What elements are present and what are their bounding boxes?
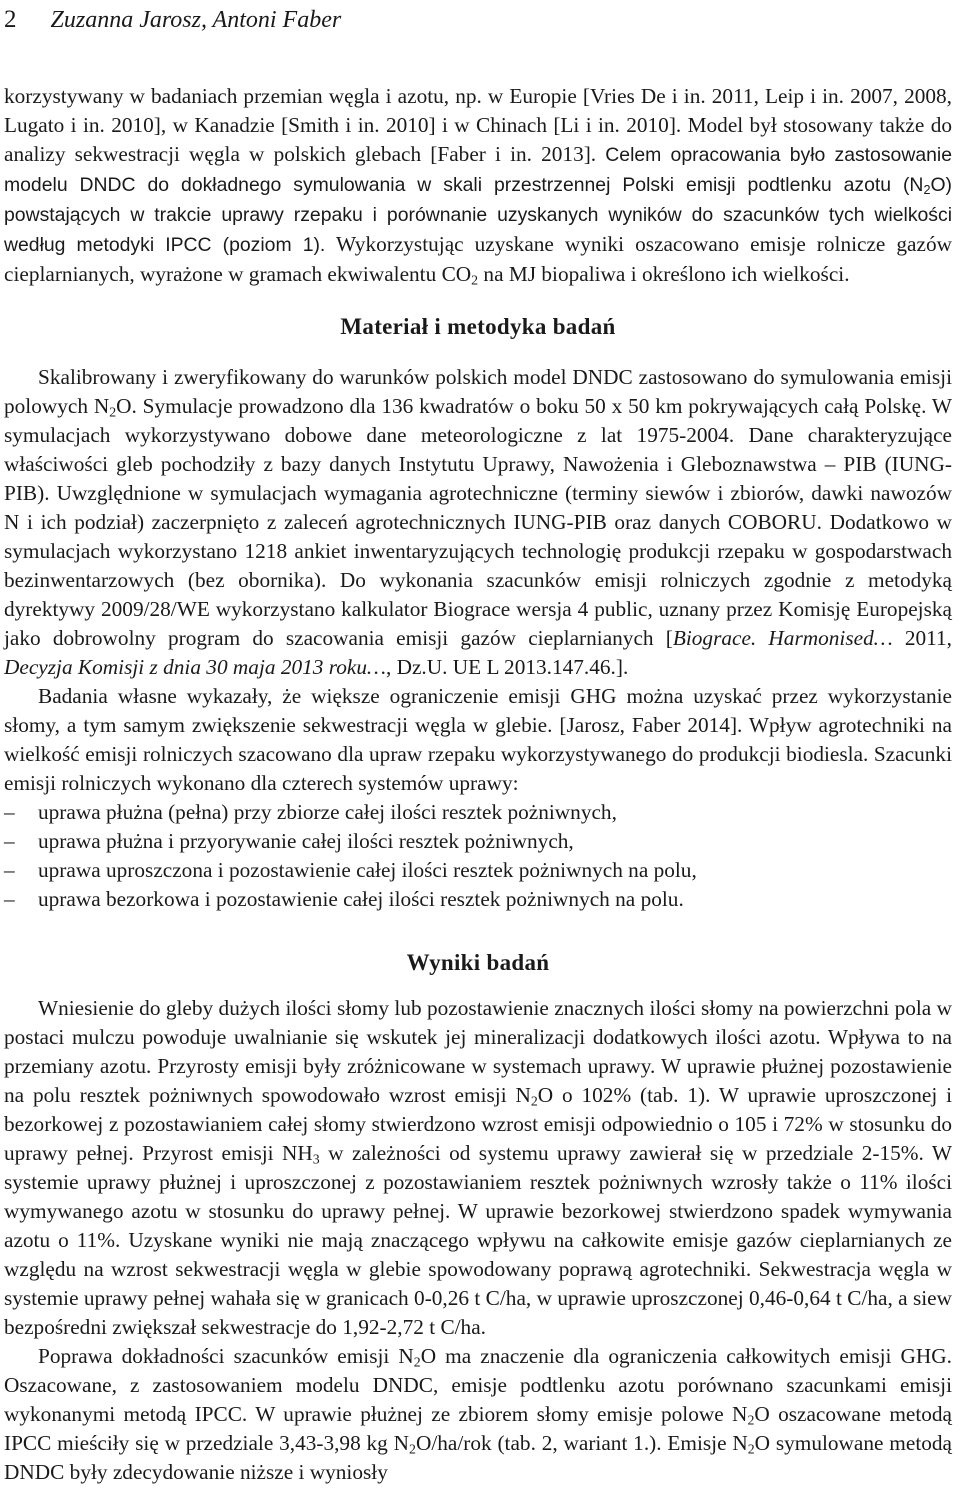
running-authors: Zuzanna Jarosz, Antoni Faber bbox=[50, 6, 342, 33]
text-run: , Dz.U. UE L 2013.147.46.]. bbox=[385, 655, 629, 679]
aim-text-a: Celem opracowania było zastosowanie modelu DNDC do dokładnego symulowania w skali przestrzennej Polski emisji podtlenku azotu (N bbox=[4, 144, 952, 196]
methods-paragraph-1 bbox=[4, 363, 952, 682]
section-title-results: Wyniki badań bbox=[406, 950, 550, 975]
section-title-methods: Materiał i metodyka badań bbox=[340, 314, 616, 339]
citation-italic: Biograce. Harmonised… bbox=[672, 626, 893, 650]
citation-italic: Decyzja Komisji z dnia 30 maja 2013 roku… bbox=[4, 655, 386, 679]
list-item: – uprawa płużna (pełna) przy zbiorze całej ilości resztek pożniwnych, bbox=[4, 798, 952, 827]
subscript: 3 bbox=[312, 1151, 320, 1167]
text-run: w zależności od systemu uprawy zawierał się w przedziale 2-15%. W systemie uprawy płużnej i uproszczonej z pozostawianiem resztek pożniwnych wzrosły także o 11% ilości wymywanego azotu w stosunku do uprawy pełnej. W uprawie bezorkowej stwierdzono spadek wymywania azotu o 11%. Uzyskane wyniki nie mają znaczącego wpływu na całkowite emisje gazów cieplarnianych ze względu na wzrost sekwestracji węgla w glebie spowodowany poprawą agrotechniki. Sekwestracja węgla w systemie uprawy pełnej wahała się w granicach 0-0,26 t C/ha, w uprawie uproszczonej 0,46-0,64 t C/ha, a siew bezpośredni zwiększał sekwestracje do 1,92-2,72 t C/ha. bbox=[4, 1141, 953, 1339]
subscript: 2 bbox=[413, 1354, 421, 1370]
page-number: 2 bbox=[4, 6, 17, 33]
intro-text: korzystywany w badaniach przemian węgla i azotu, np. w Europie [Vries De i in. 2011, Leip i in. 2007, 2008, Lugato i in. 2010], w Kanadzie [Smith i in. 2010] i w Chinach [Li i in. 2010]. Model był stosowany także do analizy sekwestracji węgla w polskich glebach [Faber i in. 2013]. bbox=[4, 84, 952, 166]
text-run: 2011, bbox=[892, 626, 952, 650]
results-paragraph-2 bbox=[4, 1342, 952, 1487]
intro-text-end: na MJ biopaliwa i określono ich wielkości. bbox=[478, 262, 850, 286]
subscript: 2 bbox=[409, 1441, 416, 1457]
intro-paragraph bbox=[4, 82, 952, 289]
list-item: – uprawa płużna i przyorywanie całej ilości resztek pożniwnych, bbox=[4, 827, 952, 856]
subscript: 2 bbox=[530, 1093, 538, 1109]
text-run: O symulowane metodą DNDC były zdecydowanie niższe i wyniosły bbox=[4, 1431, 952, 1484]
list-item: – uprawa bezorkowa i pozostawienie całej ilości resztek pożniwnych na polu. bbox=[4, 885, 952, 914]
text-run: O. Symulacje prowadzono dla 136 kwadratów o boku 50 x 50 km pokrywających całą Polskę. W symulacjach wykorzystywano dobowe dane meteorologiczne z lat 1975-2004. Dane charakteryzujące właściwości gleb pochodziły z bazy danych Instytutu Uprawy, Nawożenia i Gleboznawstwa – PIB (IUNG-PIB). Uwzględnione w symulacjach wymagania agrotechniczne (terminy siewów i zbiorów, dawki nawozów N i ich podział) zaczerpnięto z zaleceń agrotechnicznych IUNG-PIB oraz danych COBORU. Dodatkowo w symulacjach wykorzystano 1218 ankiet inwentaryzujących technologię produkcji rzepaku w gospodarstwach bezinwentarzowych (bez obornika). Do wykonania szacunków emisji rolniczych zgodnie z metodyką dyrektywy 2009/28/WE wykorzystano kalkulator Biograce wersja 4 public, uznany przez Komisję Europejską jako dobrowolny program do szacowania emisji gazów cieplarnianych [ bbox=[4, 394, 953, 650]
article-body bbox=[4, 82, 952, 1487]
intro-text-continued: Wykorzystując uzyskane wyniki oszacowano emisje rolnicze gazów cieplarnianych, wyrażone w gramach ekwiwalentu CO bbox=[4, 232, 952, 286]
methods-paragraph-2: Badania własne wykazały, że większe ograniczenie emisji GHG można uzyskać przez wykorzystanie słomy, a tym samym zwiększenie sekwestracji węgla w glebie. [Jarosz, Faber 2014]. Wpływ agrotechniki na wielkość emisji rolniczych szacowano dla upraw rzepaku wykorzystywanego do produkcji biodiesla. Szacunki emisji rolniczych wykonano dla czterech systemów uprawy: bbox=[4, 684, 952, 795]
text-run: O oszacowane metodą IPCC mieściły się w przedziale 3,43-3,98 kg N bbox=[4, 1402, 952, 1455]
subscript: 2 bbox=[747, 1441, 755, 1457]
tillage-systems-list bbox=[4, 798, 952, 914]
list-item: – uprawa uproszczona i pozostawienie całej ilości resztek pożniwnych na polu, bbox=[4, 856, 952, 885]
subscript: 2 bbox=[109, 404, 117, 420]
results-paragraph-1 bbox=[4, 994, 952, 1342]
text-run: Poprawa dokładności szacunków emisji N bbox=[38, 1344, 414, 1368]
text-run: O/ha/rok (tab. 2, wariant 1.). Emisje N bbox=[415, 1431, 748, 1455]
text-run: Skalibrowany i zweryfikowany do warunków polskich model DNDC zastosowano do symulowania emisji polowych N bbox=[4, 365, 952, 418]
text-run: O ma znaczenie dla ograniczenia całkowitych emisji GHG. Oszacowane, z zastosowaniem modelu DNDC, emisje podtlenku azotu porównano szacunkami emisji wykonanymi metodą IPCC. W uprawie płużnej ze zbiorem słomy emisje polowe N bbox=[4, 1344, 952, 1426]
aim-text-b: O) powstających w trakcie uprawy rzepaku i porównanie uzyskanych wyników do szacunków tych wielkości według metodyki IPCC (poziom 1). bbox=[4, 174, 952, 256]
subscript: 2 bbox=[923, 183, 931, 198]
running-header bbox=[4, 0, 952, 40]
subscript: 2 bbox=[471, 272, 479, 288]
text-run: O o 102% (tab. 1). W uprawie uproszczonej i bezorkowej z pozostawianiem całej słomy stwierdzono wzrost emisji odpowiednio o 105 i 72% w stosunku do uprawy pełnej. Przyrost emisji NH bbox=[4, 1083, 953, 1165]
subscript: 2 bbox=[747, 1412, 755, 1428]
text-run: Wniesienie do gleby dużych ilości słomy lub pozostawienie znacznych ilości słomy na powierzchni pola w postaci mulczu powoduje uwalnianie się wskutek jej mineralizacji dodatkowych ilości azotu. Wpływa to na przemiany azotu. Przyrosty emisji były zróżnicowane w systemach uprawy. W uprawie płużnej pozostawienie na polu resztek pożniwnych spowodowało wzrost emisji N bbox=[4, 996, 952, 1107]
